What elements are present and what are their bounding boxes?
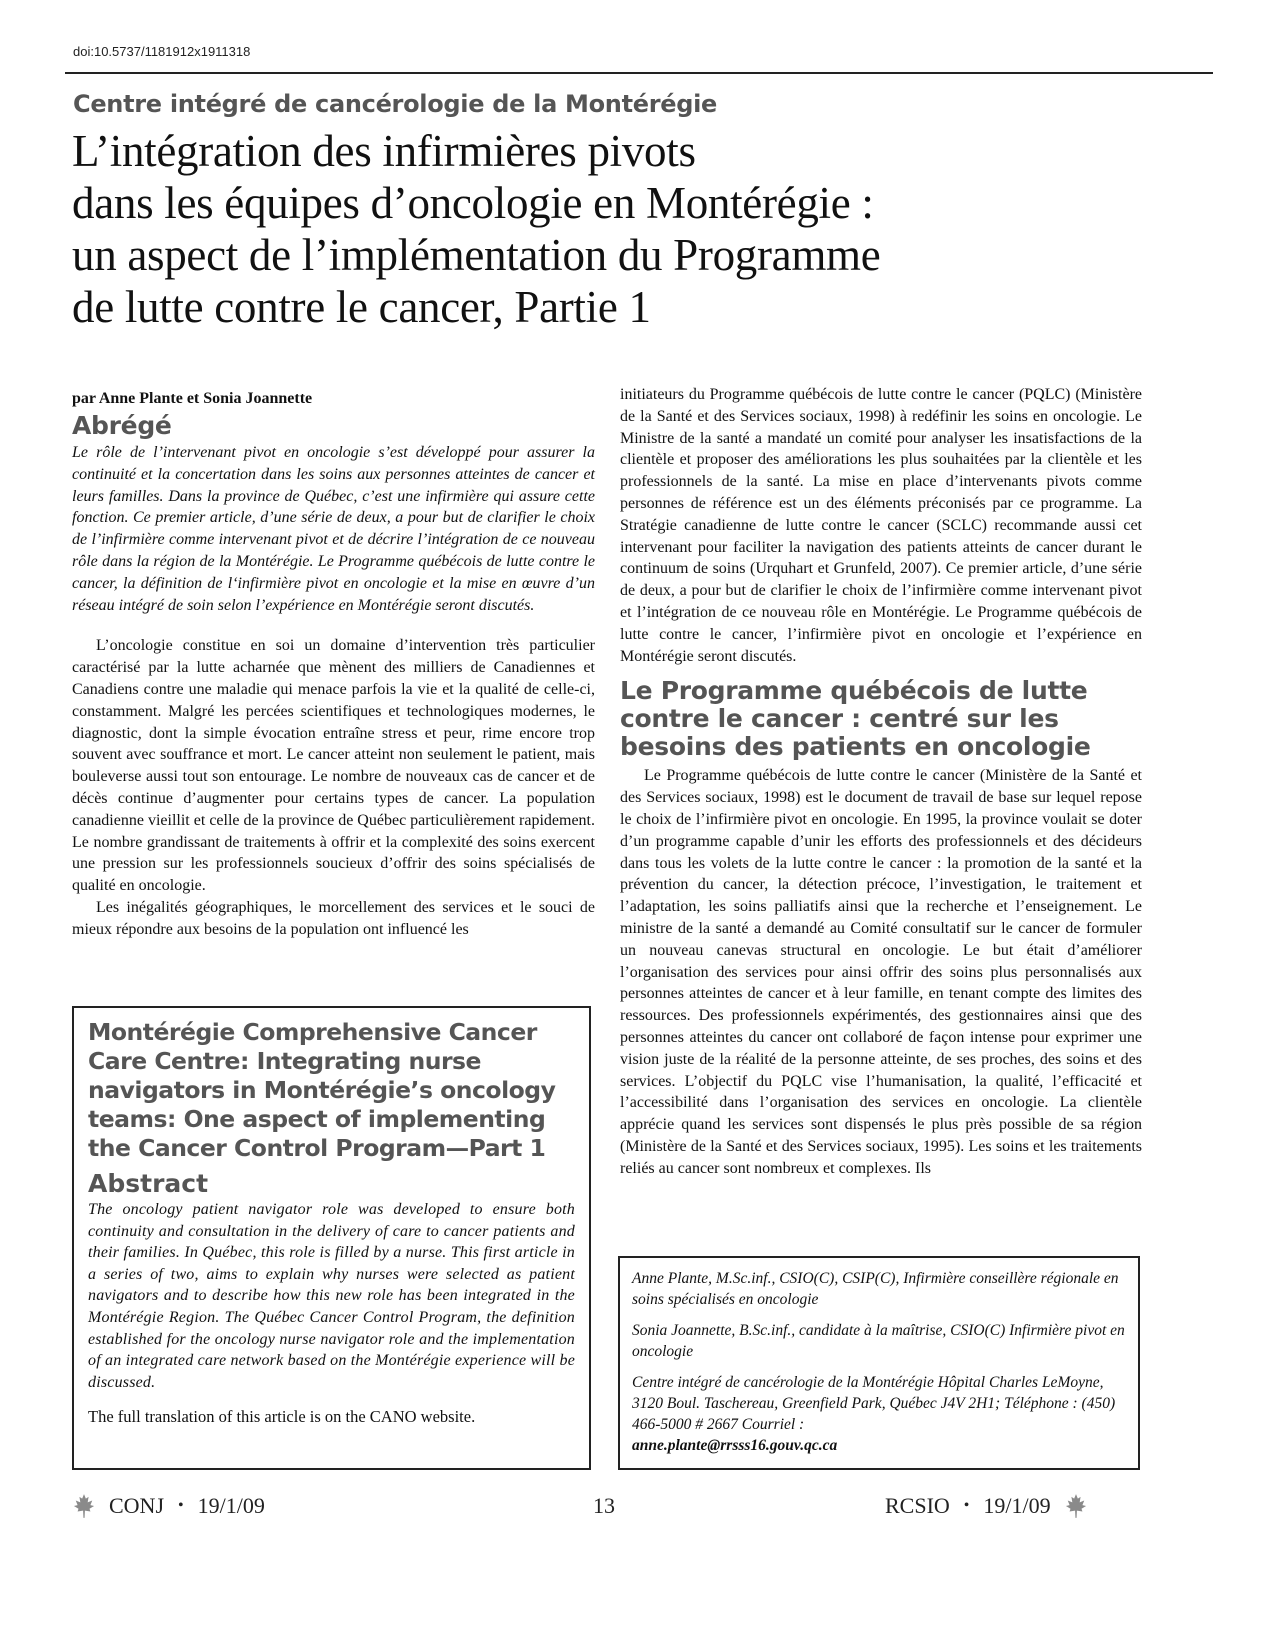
footer-separator: • — [963, 1497, 970, 1514]
doi-text: doi:10.5737/1181912x1911318 — [73, 44, 251, 59]
title-line: de lutte contre le cancer, Partie 1 — [72, 282, 651, 332]
footer-date-right: 19/1/09 — [983, 1493, 1051, 1518]
english-abstract-box — [72, 1006, 591, 1470]
title-line: dans les équipes d’oncologie en Montérégie : — [72, 178, 874, 228]
section-heading: Le Programme québécois de lutte contre le cancer : centré sur les besoins des patients en oncologie — [620, 676, 1091, 762]
footer-date-left: 19/1/09 — [197, 1493, 265, 1518]
byline: par Anne Plante et Sonia Joannette — [72, 390, 313, 407]
title-line: un aspect de l’implémentation du Programme — [72, 230, 881, 280]
body-paragraph: Le Programme québécois de lutte contre le cancer (Ministère de la Santé et des Services sociaux, 1998) est le document de travail de base sur lequel repose le choix de l’infirmière pivot en oncologie. En 1995, la province voulait se doter d’un programme capable d’unir les efforts des professionnels et des décideurs dans tous les volets de la lutte contre le cancer : la promotion de la santé et la prévention du cancer, la détection précoce, l’investigation, le traitement et l’adaptation, les soins palliatifs ainsi que la recherche et l’enseignement. Le ministre de la santé a demandé au Comité consultatif sur le cancer de formuler un nouveau canevas structural en oncologie. Le but était d’améliorer l’organisation des services pour ainsi offrir des soins plus personnalisés aux personnes atteintes de cancer et à leur famille, en tenant compte des limites des ressources. Des professionnels expérimentés, des gestionnaires ainsi que des personnes atteintes du cancer ont collaboré de façon intense pour exprimer une vision juste de la réalité de la personne atteinte, de ses proches, des soins et des services. L’objectif du PQLC vise l’humanisation, la qualité, l’efficacité et l’accessibilité dans l’organisation des services en oncologie. La clientèle apprécie quand les services sont dispensés le plus près possible de sa région (Ministère de la Santé et des Services sociaux, 1995). Les soins et les traitements reliés au cancer sont nombreux et complexes. Ils — [620, 767, 1142, 1177]
page-number: 13 — [593, 1493, 615, 1518]
right-column — [620, 384, 1142, 1180]
translation-note: The full translation of this article is on the CANO website. — [88, 1407, 476, 1427]
maple-leaf-icon — [1065, 1493, 1087, 1519]
maple-leaf-icon — [73, 1493, 95, 1519]
english-abstract-heading: Abstract — [88, 1169, 209, 1198]
footer-left — [73, 1493, 265, 1519]
title-line: L’intégration des infirmières pivots — [72, 126, 696, 176]
top-rule — [65, 72, 1213, 74]
email-link[interactable]: anne.plante@rrsss16.gouv.qc.ca — [632, 1437, 838, 1454]
article-title — [72, 125, 1072, 333]
footer-right — [885, 1493, 1087, 1519]
abstract-fr-heading: Abrégé — [72, 411, 172, 440]
author-2-credentials: Sonia Joannette, B.Sc.inf., candidate à la maîtrise, CSIO(C) Infirmière pivot en oncologie — [632, 1322, 1125, 1360]
footer-journal-fr: RCSIO — [885, 1493, 950, 1518]
left-column — [72, 384, 595, 941]
footer-separator: • — [178, 1497, 184, 1514]
section-kicker: Centre intégré de cancérologie de la Montérégie — [73, 90, 718, 118]
body-paragraph: L’oncologie constitue en soi un domaine d’intervention très particulier caractérisé par la lutte acharnée que mènent des milliers de Canadiennes et Canadiens contre une maladie qui menace parfois la vie et la qualité de celle-ci, constamment. Malgré les percées scientifiques et technologiques modernes, le diagnostic, dont la simple évocation entraîne stress et peur, rime encore trop souvent avec souffrance et mort. Le cancer atteint non seulement le patient, mais bouleverse aussi tout son entourage. Le nombre de nouveaux cas de cancer et de décès continue d’augmenter pour certains types de cancer. La population canadienne vieillit et celle de la province de Québec particulièrement rapidement. Le nombre grandissant de traitements à offrir et la complexité des soins exercent une pression sur les professionnels soucieux d’offrir des soins spécialisés de qualité en oncologie. — [72, 637, 595, 895]
english-title: Montérégie Comprehensive Cancer Care Centre: Integrating nurse navigators in Montérégie’s oncology teams: One aspect of implementing the Cancer Control Program—Part 1 — [88, 1018, 556, 1162]
author-1-credentials: Anne Plante, M.Sc.inf., CSIO(C), CSIP(C), Infirmière conseillère régionale en soins spécialisés en oncologie — [632, 1270, 1119, 1308]
english-abstract-text: The oncology patient navigator role was developed to ensure both continuity and consultation in the delivery of care to cancer patients and their families. In Québec, this role is filled by a nurse. This first article in a series of two, aims to explain why nurses were selected as patient navigators and to describe how this new role has been integrated in the Montérégie Region. The Québec Cancer Control Program, the definition established for the oncology nurse navigator role and the implementation of an integrated care network based on the Montérégie experience will be discussed. — [88, 1201, 576, 1391]
body-paragraph: Les inégalités géographiques, le morcellement des services et le souci de mieux répondre aux besoins de la population ont influencé les — [72, 898, 595, 938]
author-info-box — [618, 1256, 1140, 1470]
address-text: Centre intégré de cancérologie de la Montérégie Hôpital Charles LeMoyne, 3120 Boul. Taschereau, Greenfield Park, Québec J4V 2H1; Téléphone : (450) 466-5000 # 2667 Courriel : — [632, 1374, 1116, 1433]
page-footer — [0, 1493, 1275, 1533]
author-address — [632, 1372, 1126, 1456]
abstract-fr-text: Le rôle de l’intervenant pivot en oncologie s’est développé pour assurer la continuité et la concertation dans les soins aux personnes atteintes de cancer et leurs familles. Dans la province de Québec, c’est une infirmière qui assure cette fonction. Ce premier article, d’une série de deux, a pour but de clarifier le choix de l’infirmière comme intervenant pivot et de décrire l’intégration de ce nouveau rôle dans la région de la Montérégie. Le Programme québécois de lutte contre le cancer, la définition de l‘infirmière pivot en oncologie et la mise en œuvre d’un réseau intégré de soin selon l’expérience en Montérégie seront discutés. — [72, 444, 595, 614]
body-paragraph-continued: initiateurs du Programme québécois de lutte contre le cancer (PQLC) (Ministère de la Santé et des Services sociaux, 1998) à redéfinir les soins en oncologie. Le Ministre de la santé a mandaté un comité pour analyser les insatisfactions de la clientèle et proposer des améliorations les plus souhaitées par la clientèle et les professionnels de la santé. La mise en place d’intervenants pivots comme personnes de référence est un des éléments préconisés par ce programme. La Stratégie canadienne de lutte contre le cancer (SCLC) recommande aussi cet intervenant pour faciliter la navigation des patients atteints de cancer durant le continuum de soins (Urquhart et Grunfeld, 2007). Ce premier article, d’une série de deux, a pour but de clarifier le choix de l’infirmière comme intervenant pivot et l’intégration de ce nouveau rôle en Montérégie. Le Programme québécois de lutte contre le cancer, l’infirmière pivot en oncologie et l’expérience en Montérégie seront discutés. — [620, 386, 1142, 665]
footer-journal-en: CONJ — [109, 1493, 165, 1518]
